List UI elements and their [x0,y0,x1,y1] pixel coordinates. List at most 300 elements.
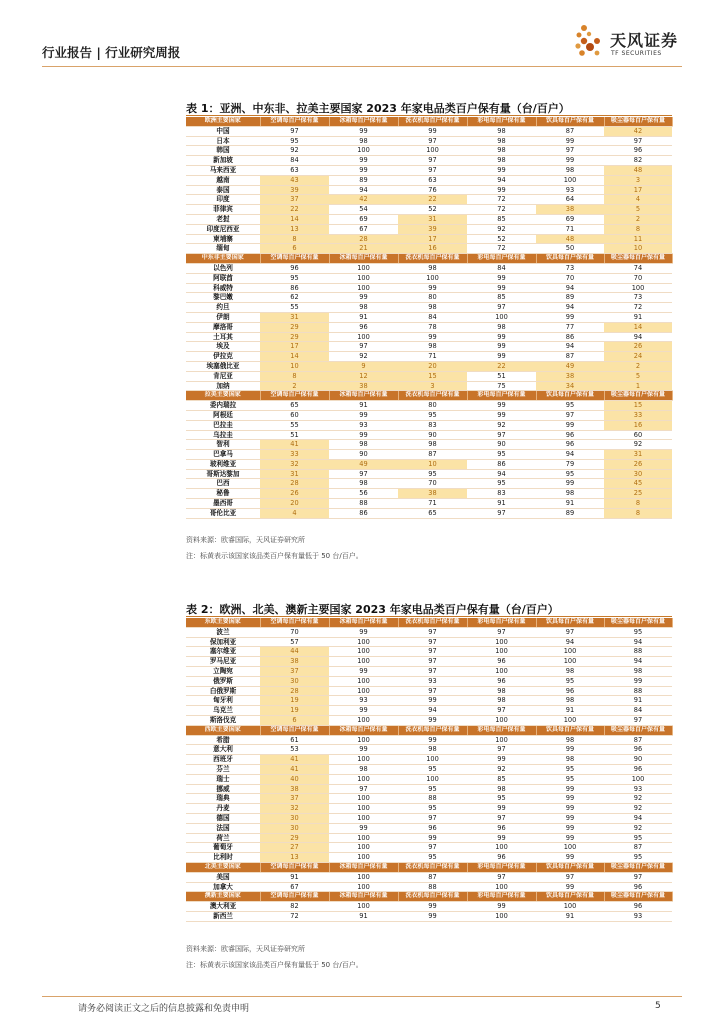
value-cell: 99 [329,745,398,755]
value-cell: 82 [604,156,672,166]
column-header: 空调每百户保有量 [260,618,329,627]
column-header: 彩电每百户保有量 [467,391,536,401]
value-cell: 65 [260,401,329,411]
country-cell: 罗马尼亚 [186,657,260,667]
value-cell: 100 [329,794,398,804]
column-header: 空调每百户保有量 [260,391,329,401]
value-cell: 94 [604,637,672,647]
value-cell: 38 [260,784,329,794]
value-cell: 27 [260,843,329,853]
value-cell: 17 [398,234,467,244]
value-cell: 100 [536,175,604,185]
value-cell: 41 [260,764,329,774]
value-cell: 97 [398,657,467,667]
value-cell: 84 [398,312,467,322]
report-header: 行业报告 | 行业研究周报 [42,45,181,60]
value-cell: 51 [260,430,329,440]
value-cell: 96 [398,823,467,833]
column-header: 洗衣机每百户保有量 [398,117,467,126]
country-cell: 保加利亚 [186,637,260,647]
value-cell: 67 [260,882,329,892]
table-row [186,273,672,283]
table-row [186,479,672,489]
value-cell: 97 [467,745,536,755]
table1-title: 表 1：亚洲、中东非、拉美主要国家 2023 年家电品类百户保有量（台/百户） [186,102,570,115]
column-header: 冰箱每百户保有量 [329,862,398,872]
value-cell: 100 [467,647,536,657]
table-row [186,755,672,765]
value-cell: 99 [329,627,398,637]
value-cell: 93 [329,696,398,706]
country-cell: 巴拿马 [186,450,260,460]
column-header: 彩电每百户保有量 [467,618,536,627]
table-row [186,165,672,175]
value-cell: 95 [467,479,536,489]
table-row [186,283,672,293]
table-row [186,450,672,460]
group-name: 拉美主要国家 [186,391,260,401]
column-header: 彩电每百户保有量 [467,862,536,872]
value-cell: 99 [536,823,604,833]
value-cell: 14 [260,214,329,224]
country-cell: 黎巴嫩 [186,293,260,303]
value-cell: 90 [329,450,398,460]
value-cell: 100 [329,332,398,342]
table2-title: 表 2：欧洲、北美、澳新主要国家 2023 年家电品类百户保有量（台/百户） [186,603,559,616]
value-cell: 65 [398,508,467,518]
value-cell: 90 [467,440,536,450]
value-cell: 6 [260,715,329,725]
value-cell: 100 [329,686,398,696]
table-row [186,735,672,745]
country-cell: 约旦 [186,303,260,313]
value-cell: 100 [329,804,398,814]
value-cell: 94 [536,283,604,293]
company-logo [570,22,700,64]
value-cell: 71 [398,352,467,362]
value-cell: 100 [536,902,604,912]
column-header: 饮具每百户保有量 [536,892,604,902]
country-cell: 埃塞俄比亚 [186,361,260,371]
value-cell: 70 [260,627,329,637]
value-cell: 72 [467,205,536,215]
table2-top-rule [186,616,672,617]
value-cell: 95 [536,774,604,784]
value-cell: 99 [398,902,467,912]
value-cell: 87 [604,735,672,745]
footer-disclaimer: 请务必阅读正文之后的信息披露和免责申明 [78,1004,250,1014]
value-cell: 86 [260,283,329,293]
value-cell: 94 [536,637,604,647]
table2-note: 注：标黄表示该国家该品类百户保有量低于 50 台/百户。 [186,961,363,969]
group-header-row [186,725,672,735]
value-cell: 99 [536,784,604,794]
value-cell: 30 [260,813,329,823]
value-cell: 8 [604,499,672,509]
value-cell: 52 [467,234,536,244]
value-cell: 19 [260,696,329,706]
value-cell: 99 [536,882,604,892]
value-cell: 63 [398,175,467,185]
value-cell: 99 [398,696,467,706]
table-row [186,794,672,804]
value-cell: 86 [329,508,398,518]
value-cell: 74 [604,263,672,273]
value-cell: 16 [604,420,672,430]
table-row [186,381,672,391]
country-cell: 法国 [186,823,260,833]
value-cell: 98 [467,136,536,146]
logo-subtitle: TF SECURITIES [611,50,662,57]
value-cell: 97 [398,647,467,657]
value-cell: 99 [536,745,604,755]
value-cell: 96 [604,146,672,156]
value-cell: 95 [536,401,604,411]
value-cell: 91 [329,911,398,921]
country-cell: 加拿大 [186,882,260,892]
value-cell: 9 [329,361,398,371]
value-cell: 10 [398,459,467,469]
value-cell: 42 [329,195,398,205]
value-cell: 99 [467,332,536,342]
value-cell: 89 [329,175,398,185]
table-row [186,146,672,156]
group-header-row [186,391,672,401]
value-cell: 94 [467,469,536,479]
value-cell: 100 [329,872,398,882]
table-row [186,696,672,706]
footer-divider [42,996,682,997]
value-cell: 99 [536,479,604,489]
value-cell: 30 [260,676,329,686]
value-cell: 48 [536,234,604,244]
value-cell: 100 [329,263,398,273]
value-cell: 15 [604,401,672,411]
group-name: 中东非主要国家 [186,254,260,264]
value-cell: 15 [398,371,467,381]
value-cell: 90 [398,430,467,440]
value-cell: 98 [467,322,536,332]
value-cell: 96 [604,882,672,892]
value-cell: 19 [260,706,329,716]
value-cell: 99 [398,833,467,843]
table-row [186,244,672,254]
value-cell: 84 [260,156,329,166]
value-cell: 97 [398,686,467,696]
table-row [186,804,672,814]
value-cell: 100 [329,676,398,686]
country-cell: 乌拉圭 [186,430,260,440]
country-cell: 越南 [186,175,260,185]
value-cell: 16 [398,244,467,254]
value-cell: 95 [604,853,672,863]
value-cell: 83 [467,489,536,499]
table-row [186,715,672,725]
country-cell: 葡萄牙 [186,843,260,853]
value-cell: 92 [604,440,672,450]
country-cell: 委内瑞拉 [186,401,260,411]
value-cell: 11 [604,234,672,244]
value-cell: 100 [329,853,398,863]
value-cell: 99 [467,401,536,411]
value-cell: 99 [536,420,604,430]
country-cell: 伊拉克 [186,352,260,362]
table-row [186,322,672,332]
table-row [186,745,672,755]
value-cell: 100 [467,911,536,921]
value-cell: 72 [467,195,536,205]
value-cell: 98 [467,686,536,696]
table-row [186,410,672,420]
value-cell: 33 [604,410,672,420]
table-row [186,214,672,224]
table-row [186,508,672,518]
value-cell: 30 [604,469,672,479]
value-cell: 100 [398,755,467,765]
value-cell: 78 [398,322,467,332]
value-cell: 55 [260,303,329,313]
country-cell: 菲律宾 [186,205,260,215]
country-cell: 中国 [186,126,260,136]
value-cell: 91 [467,499,536,509]
value-cell: 70 [604,273,672,283]
value-cell: 85 [467,293,536,303]
value-cell: 26 [604,342,672,352]
value-cell: 100 [536,647,604,657]
table-row [186,371,672,381]
table-row [186,156,672,166]
column-header: 饮具每百户保有量 [536,862,604,872]
value-cell: 40 [260,774,329,784]
value-cell: 100 [467,666,536,676]
country-cell: 加纳 [186,381,260,391]
value-cell: 3 [398,381,467,391]
value-cell: 98 [536,735,604,745]
value-cell: 38 [398,489,467,499]
value-cell: 88 [329,499,398,509]
country-cell: 芬兰 [186,764,260,774]
value-cell: 87 [536,126,604,136]
table1-note: 注：标黄表示该国家该品类百户保有量低于 50 台/百户。 [186,552,363,560]
country-cell: 瑞典 [186,794,260,804]
table-row [186,401,672,411]
value-cell: 60 [604,430,672,440]
country-cell: 秘鲁 [186,489,260,499]
value-cell: 98 [467,784,536,794]
country-cell: 韩国 [186,146,260,156]
group-name: 欧洲主要国家 [186,117,260,126]
country-cell: 丹麦 [186,804,260,814]
value-cell: 99 [467,804,536,814]
value-cell: 96 [604,764,672,774]
value-cell: 43 [260,175,329,185]
country-cell: 波兰 [186,627,260,637]
value-cell: 13 [260,224,329,234]
value-cell: 38 [329,381,398,391]
value-cell: 95 [398,469,467,479]
column-header: 饮具每百户保有量 [536,254,604,264]
value-cell: 91 [536,706,604,716]
value-cell: 5 [604,205,672,215]
table-row [186,136,672,146]
value-cell: 92 [604,804,672,814]
value-cell: 8 [260,234,329,244]
column-header: 冰箱每百户保有量 [329,117,398,126]
column-header: 冰箱每百户保有量 [329,618,398,627]
value-cell: 97 [467,627,536,637]
value-cell: 85 [467,774,536,784]
value-cell: 97 [398,637,467,647]
value-cell: 97 [467,872,536,882]
country-cell: 智利 [186,440,260,450]
value-cell: 87 [604,843,672,853]
column-header: 空调每百户保有量 [260,117,329,126]
value-cell: 93 [604,911,672,921]
value-cell: 14 [260,352,329,362]
value-cell: 98 [398,745,467,755]
value-cell: 97 [329,342,398,352]
value-cell: 98 [398,263,467,273]
value-cell: 98 [329,440,398,450]
value-cell: 99 [329,430,398,440]
value-cell: 95 [604,833,672,843]
column-header: 空调每百户保有量 [260,254,329,264]
value-cell: 32 [260,459,329,469]
value-cell: 8 [604,224,672,234]
table-row [186,126,672,136]
value-cell: 89 [536,508,604,518]
country-cell: 西班牙 [186,755,260,765]
column-header: 冰箱每百户保有量 [329,725,398,735]
column-header: 吸尘器每百户保有量 [604,862,672,872]
value-cell: 100 [398,146,467,156]
country-cell: 新西兰 [186,911,260,921]
column-header: 洗衣机每百户保有量 [398,254,467,264]
column-header: 冰箱每百户保有量 [329,254,398,264]
value-cell: 20 [260,499,329,509]
value-cell: 100 [467,735,536,745]
value-cell: 95 [398,764,467,774]
value-cell: 29 [260,833,329,843]
table-row [186,342,672,352]
value-cell: 72 [604,303,672,313]
table-row [186,823,672,833]
value-cell: 86 [467,459,536,469]
value-cell: 100 [398,273,467,283]
value-cell: 94 [398,706,467,716]
value-cell: 4 [260,508,329,518]
value-cell: 99 [536,804,604,814]
value-cell: 49 [329,459,398,469]
value-cell: 95 [536,676,604,686]
country-cell: 肯尼亚 [186,371,260,381]
value-cell: 98 [398,303,467,313]
value-cell: 100 [604,774,672,784]
value-cell: 92 [467,764,536,774]
value-cell: 98 [329,479,398,489]
column-header: 饮具每百户保有量 [536,117,604,126]
table-row [186,637,672,647]
value-cell: 99 [467,165,536,175]
value-cell: 99 [536,853,604,863]
value-cell: 99 [536,136,604,146]
value-cell: 94 [536,342,604,352]
value-cell: 44 [260,647,329,657]
value-cell: 52 [398,205,467,215]
value-cell: 87 [398,872,467,882]
value-cell: 72 [260,911,329,921]
value-cell: 100 [329,882,398,892]
country-cell: 乌克兰 [186,706,260,716]
value-cell: 100 [329,755,398,765]
value-cell: 55 [260,420,329,430]
value-cell: 87 [536,352,604,362]
value-cell: 91 [260,872,329,882]
value-cell: 100 [329,902,398,912]
value-cell: 14 [604,322,672,332]
value-cell: 92 [604,823,672,833]
value-cell: 13 [260,853,329,863]
value-cell: 56 [329,489,398,499]
value-cell: 51 [467,371,536,381]
value-cell: 61 [260,735,329,745]
column-header: 吸尘器每百户保有量 [604,391,672,401]
value-cell: 88 [604,647,672,657]
value-cell: 82 [260,902,329,912]
country-cell: 印度 [186,195,260,205]
value-cell: 86 [536,332,604,342]
value-cell: 88 [604,686,672,696]
country-cell: 挪威 [186,784,260,794]
value-cell: 94 [467,175,536,185]
country-cell: 以色列 [186,263,260,273]
value-cell: 99 [536,312,604,322]
country-cell: 荷兰 [186,833,260,843]
country-cell: 科威特 [186,283,260,293]
value-cell: 75 [467,381,536,391]
table-row [186,205,672,215]
table-row [186,833,672,843]
country-cell: 立陶宛 [186,666,260,676]
value-cell: 42 [604,126,672,136]
table-row [186,224,672,234]
value-cell: 94 [604,657,672,667]
value-cell: 98 [467,696,536,706]
column-header: 饮具每百户保有量 [536,618,604,627]
value-cell: 17 [604,185,672,195]
country-cell: 马来西亚 [186,165,260,175]
column-header: 洗衣机每百户保有量 [398,618,467,627]
value-cell: 95 [467,450,536,460]
value-cell: 100 [536,657,604,667]
value-cell: 93 [536,185,604,195]
value-cell: 97 [398,666,467,676]
group-header-row [186,117,672,126]
value-cell: 98 [467,156,536,166]
group-header-row [186,618,672,627]
value-cell: 99 [467,410,536,420]
column-header: 饮具每百户保有量 [536,725,604,735]
value-cell: 97 [398,627,467,637]
value-cell: 100 [329,647,398,657]
value-cell: 37 [260,195,329,205]
value-cell: 28 [260,686,329,696]
value-cell: 98 [536,489,604,499]
value-cell: 73 [536,263,604,273]
country-cell: 哥伦比亚 [186,508,260,518]
logo-name: 天风证券 [610,31,679,50]
value-cell: 93 [329,420,398,430]
